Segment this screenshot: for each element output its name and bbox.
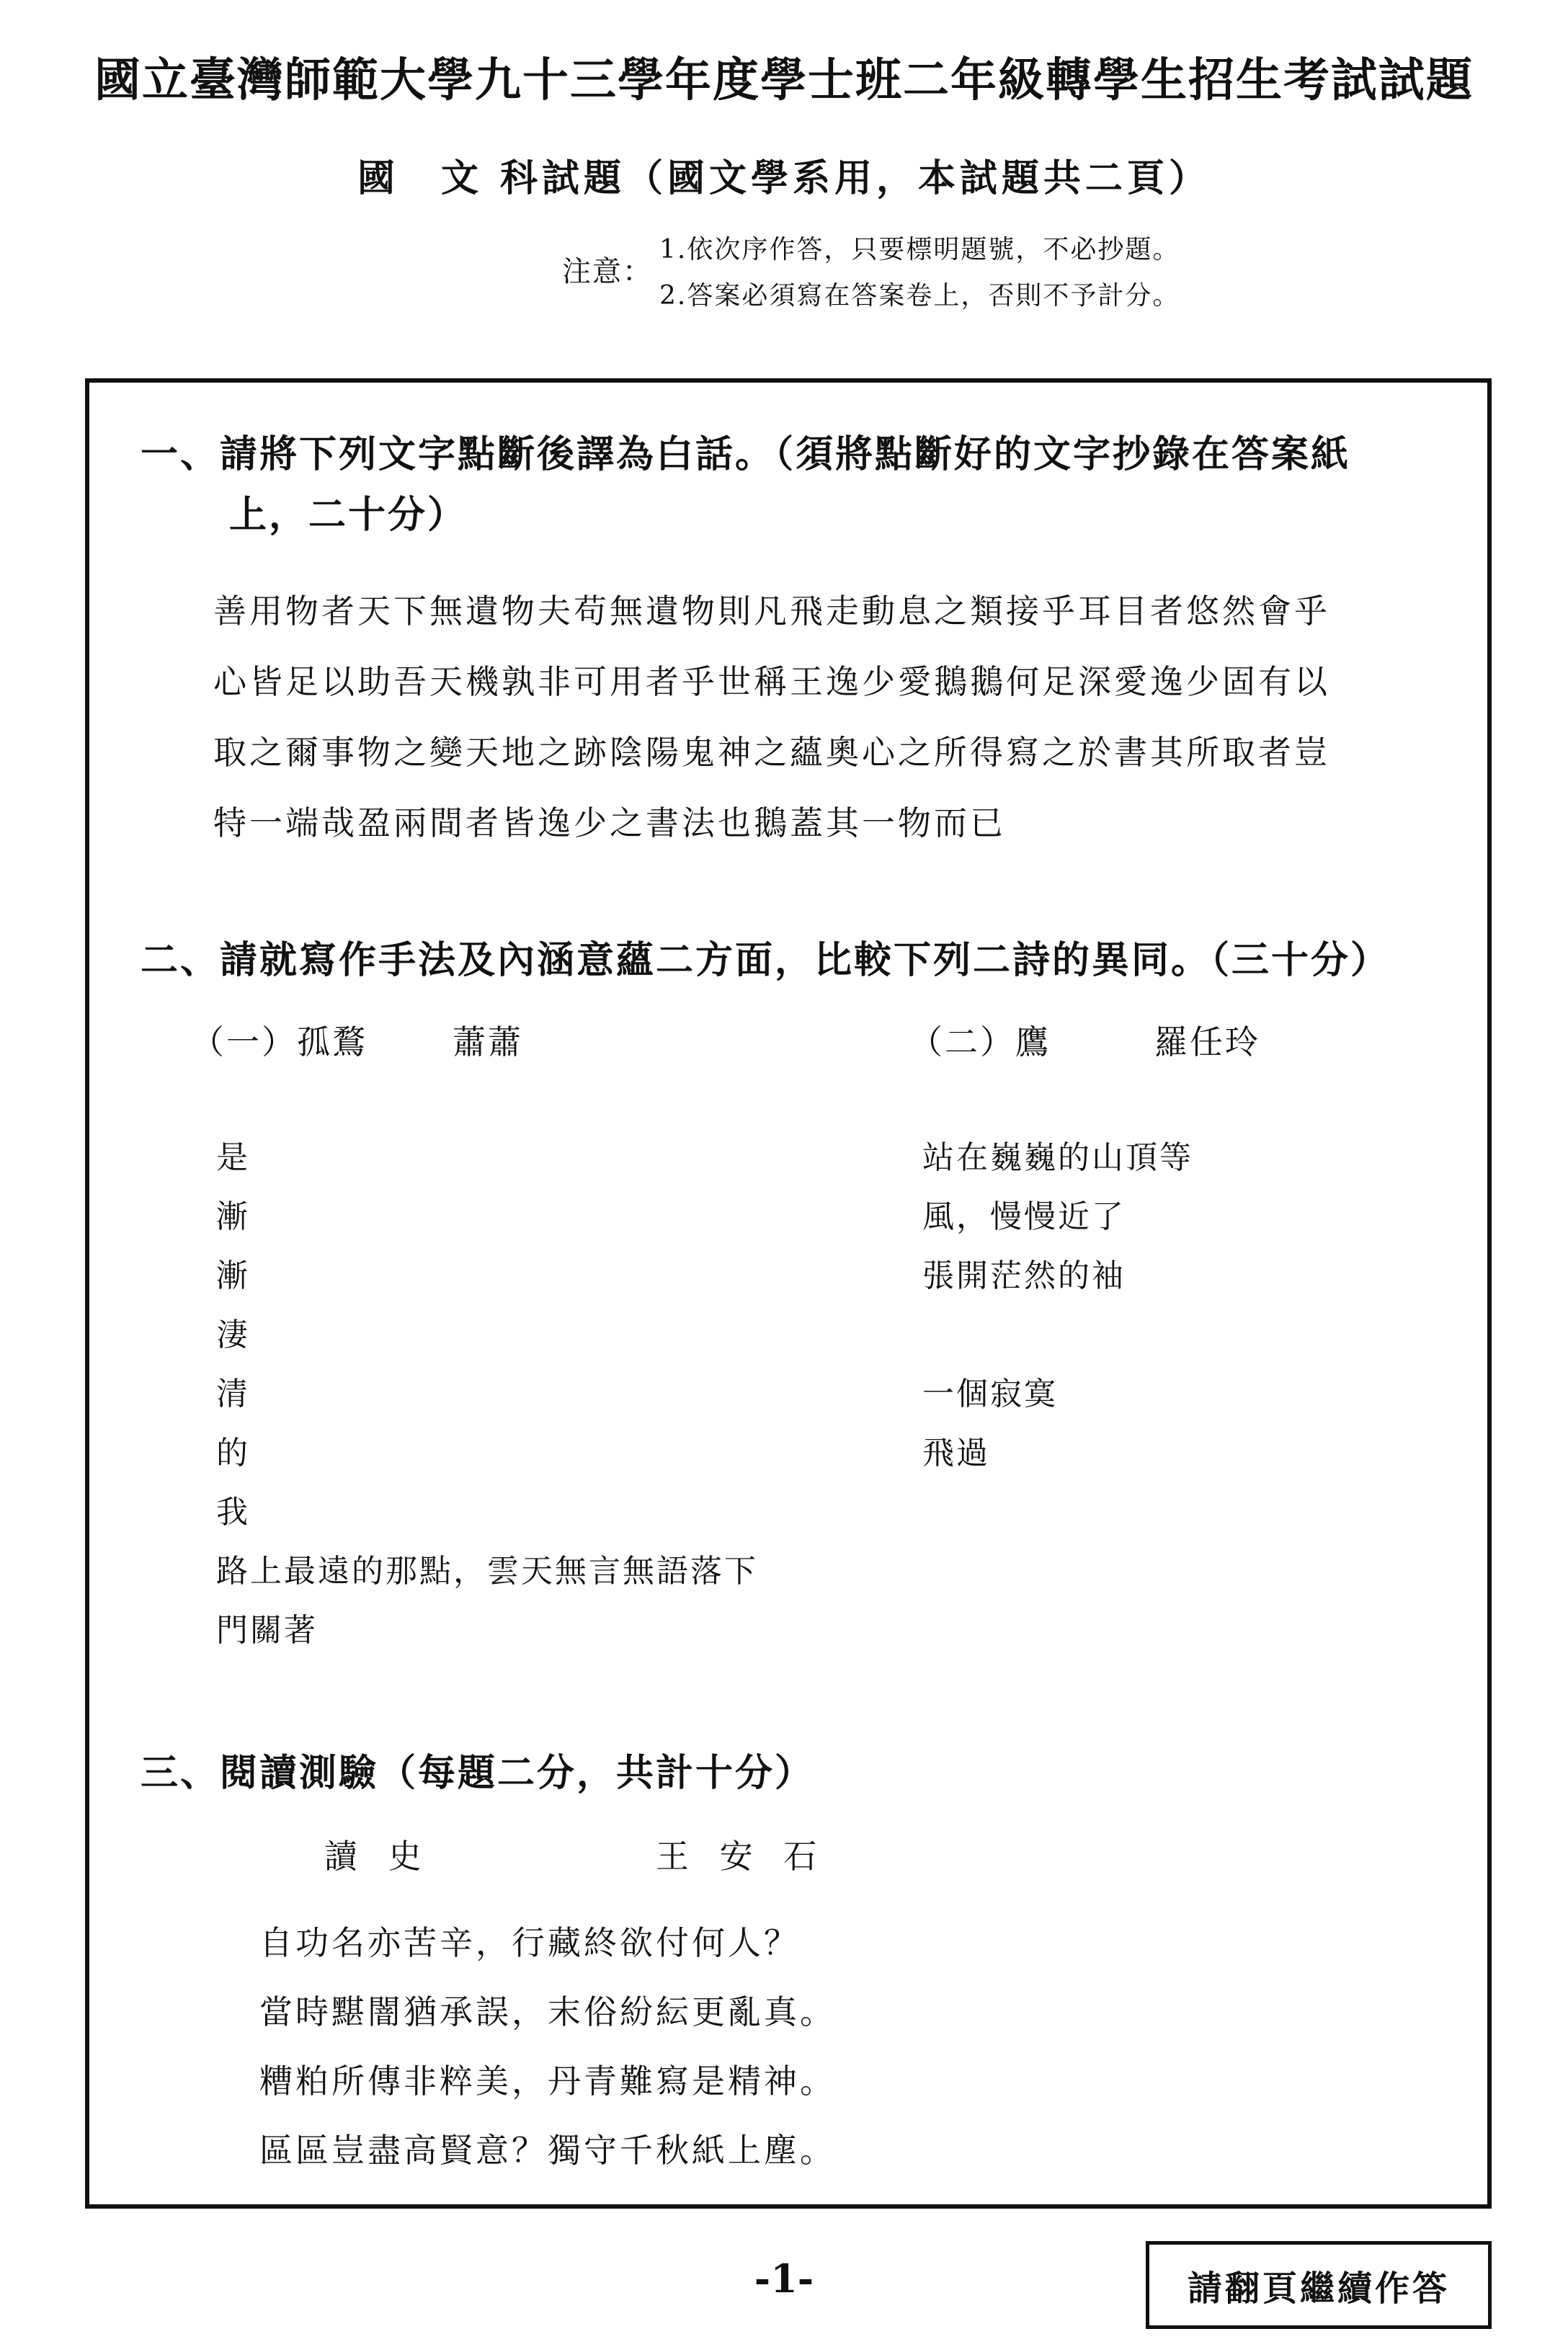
exam-title: 國立臺灣師範大學九十三學年度學士班二年級轉學生招生考試試題 bbox=[94, 53, 1474, 107]
poem2-author: 羅任玲 bbox=[1154, 1023, 1260, 1061]
q1-passage-line-3: 取之爾事物之變天地之跡陰陽鬼神之蘊奧心之所得寫之於書其所取者豈 bbox=[213, 733, 1330, 772]
poem2-line: 站在巍巍的山頂等 bbox=[922, 1139, 1193, 1176]
turn-page-notice: 請翻頁繼續作答 bbox=[1146, 2241, 1492, 2329]
poem2-line: 風，慢慢近了 bbox=[922, 1198, 1126, 1235]
q2-heading: 二、請就寫作手法及內涵意蘊二方面，比較下列二詩的異同。（三十分） bbox=[141, 938, 1391, 982]
notice-item-2: 2.答案必須寫在答案卷上，否則不予計分。 bbox=[659, 281, 1180, 311]
poem1-line: 路上最遠的那點，雲天無言無語落下 bbox=[216, 1553, 758, 1590]
exam-subtitle: 國 文 科試題（國文學系用，本試題共二頁） bbox=[357, 156, 1211, 200]
q1-passage-line-4: 特一端哉盈兩間者皆逸少之書法也鵝蓋其一物而已 bbox=[213, 803, 1006, 842]
poem1-line: 門關著 bbox=[216, 1612, 318, 1649]
poem2-line: 張開茫然的袖 bbox=[922, 1257, 1126, 1294]
q1-heading-line-1: 一、請將下列文字點斷後譯為白話。（須將點斷好的文字抄錄在答案紙 bbox=[141, 432, 1351, 476]
notice-item-1: 1.依次序作答，只要標明題號，不必抄題。 bbox=[659, 235, 1180, 264]
poem2-line: 飛過 bbox=[922, 1435, 990, 1471]
page-number: -1- bbox=[754, 2255, 814, 2302]
poem1-line: 淒 bbox=[216, 1317, 250, 1353]
q3-poem-line: 糟粕所傳非粹美，丹青難寫是精神。 bbox=[259, 2062, 836, 2101]
q3-poem-title: 讀 史 bbox=[324, 1837, 432, 1876]
poem1-line: 是 bbox=[216, 1139, 250, 1176]
poem1-line: 的 bbox=[216, 1435, 250, 1471]
q3-poem-author: 王 安 石 bbox=[656, 1837, 827, 1876]
poem1-author: 蕭蕭 bbox=[453, 1023, 523, 1061]
poem1-line: 我 bbox=[216, 1494, 250, 1531]
notice-label: 注意： bbox=[562, 255, 653, 288]
q1-passage-line-1: 善用物者天下無遺物夫苟無遺物則凡飛走動息之類接乎耳目者悠然會乎 bbox=[213, 592, 1330, 631]
q3-poem-line: 自功名亦苦辛，行藏終欲付何人？ bbox=[259, 1923, 800, 1962]
q1-passage-line-2: 心皆足以助吾天機孰非可用者乎世稱王逸少愛鵝鵝何足深愛逸少固有以 bbox=[213, 662, 1330, 701]
q3-poem-line: 當時黮闇猶承誤，末俗紛紜更亂真。 bbox=[259, 1992, 836, 2031]
q3-poem-line: 區區豈盡高賢意？獨守千秋紙上塵。 bbox=[259, 2131, 836, 2170]
poem2-line: 一個寂寞 bbox=[922, 1376, 1058, 1412]
poem2-label: （二）鷹 bbox=[909, 1023, 1051, 1061]
poem1-line: 清 bbox=[216, 1376, 250, 1412]
q3-heading: 三、閱讀測驗（每題二分，共計十分） bbox=[141, 1751, 815, 1795]
poem1-label: （一）孤鶩 bbox=[191, 1023, 368, 1061]
poem1-line: 漸 bbox=[216, 1257, 250, 1294]
poem1-line: 漸 bbox=[216, 1198, 250, 1235]
q1-heading-line-2: 上，二十分） bbox=[229, 493, 468, 537]
